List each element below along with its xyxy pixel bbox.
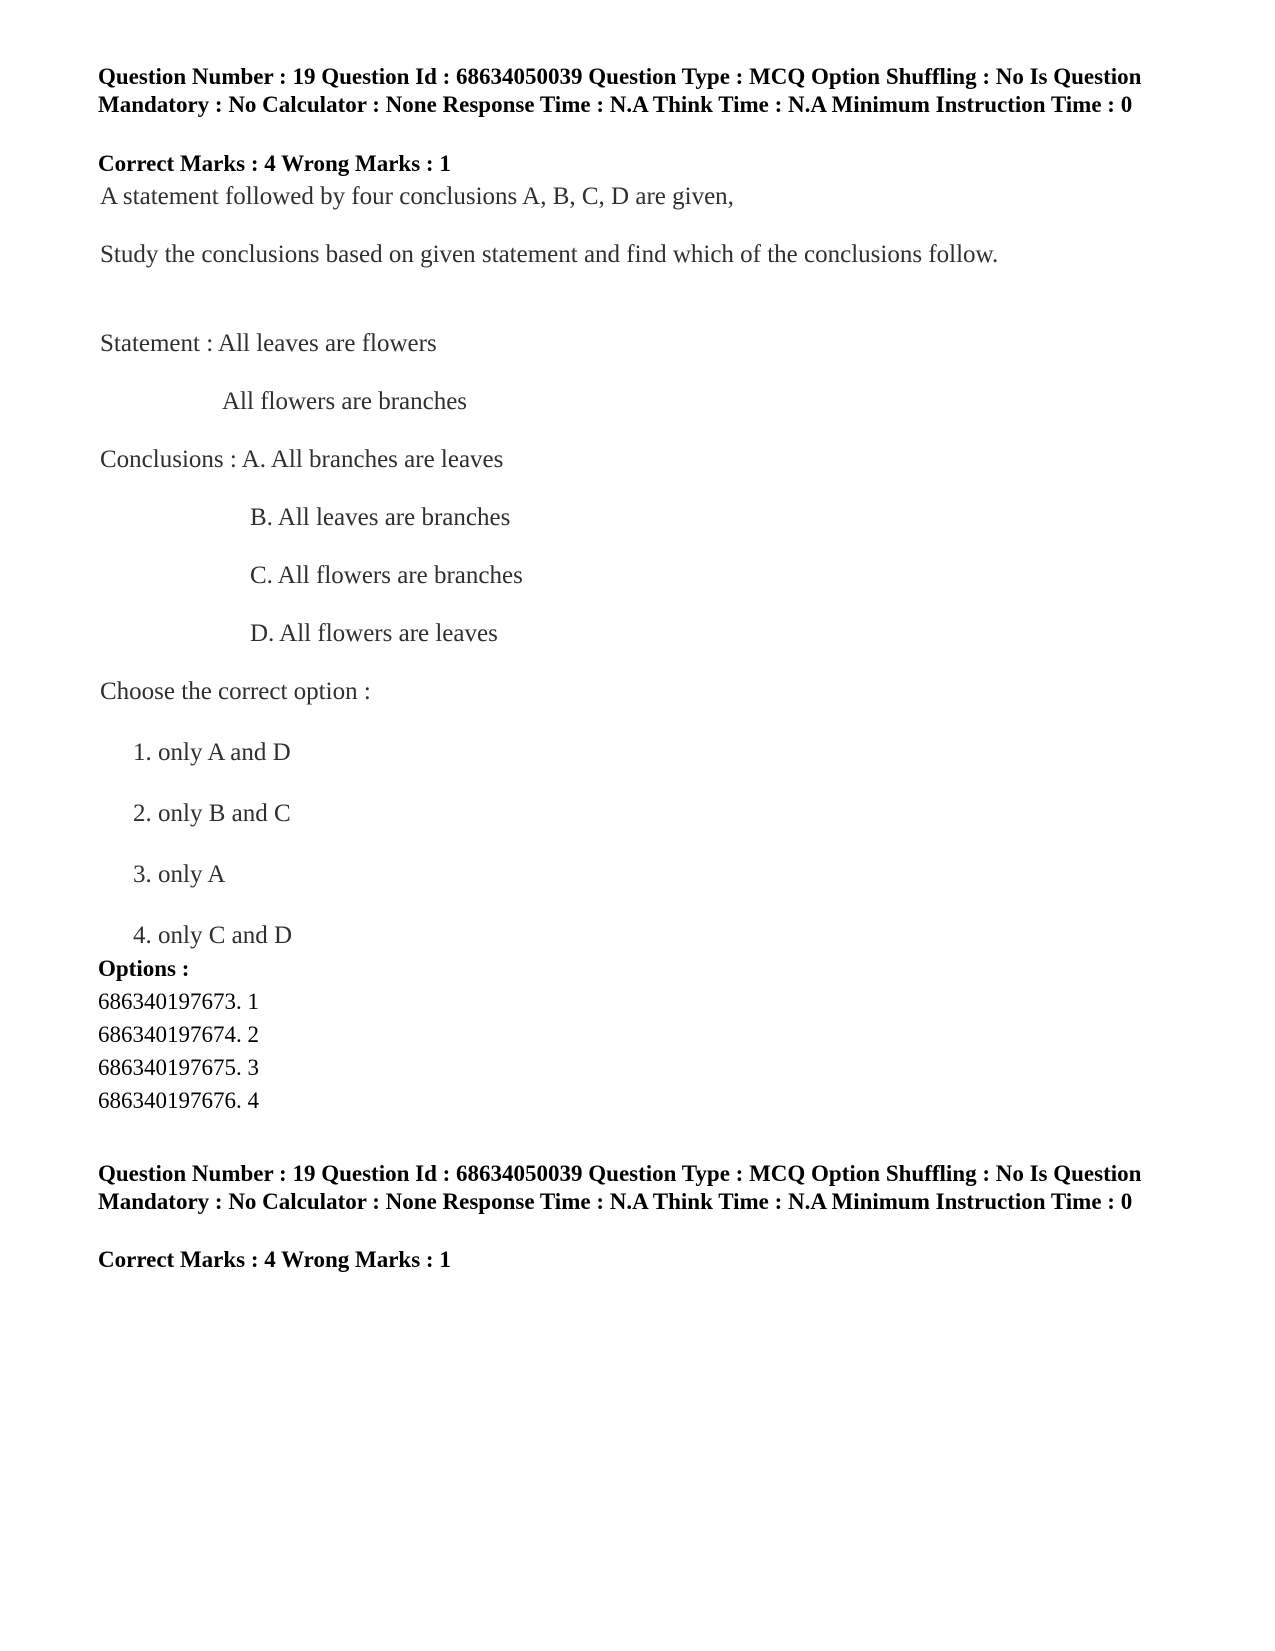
question-header: Question Number : 19 Question Id : 68634050039 Question Type : MCQ Option Shuffling : No Is Question Mandatory : No Calculator : None Response Time : N.A Think Time : N.A Minimum Instruction Time : 0	[98, 64, 1142, 117]
option-row-1: 686340197673. 1	[98, 989, 259, 1014]
statement-line-2: All flowers are branches	[222, 388, 468, 415]
option-row-2: 686340197674. 2	[98, 1022, 259, 1047]
option-row-4: 686340197676. 4	[98, 1088, 259, 1113]
choose-prompt: Choose the correct option :	[100, 678, 371, 705]
choice-3: 3. only A	[133, 861, 226, 888]
question-instruction: Study the conclusions based on given statement and find which of the conclusions follow.	[100, 241, 999, 268]
choice-1: 1. only A and D	[133, 739, 291, 766]
options-label: Options :	[98, 956, 190, 981]
option-row-3: 686340197675. 3	[98, 1055, 259, 1080]
choice-4: 4. only C and D	[133, 922, 293, 949]
next-question-header: Question Number : 19 Question Id : 68634050039 Question Type : MCQ Option Shuffling : No Is Question Mandatory : No Calculator : None Response Time : N.A Think Time : N.A Minimum Instruction Time : 0	[98, 1161, 1142, 1214]
next-marks-line: Correct Marks : 4 Wrong Marks : 1	[98, 1247, 451, 1272]
question-intro: A statement followed by four conclusions A, B, C, D are given,	[100, 183, 734, 210]
conclusion-a: Conclusions : A. All branches are leaves	[100, 446, 504, 473]
choice-2: 2. only B and C	[133, 800, 291, 827]
statement-line-1: Statement : All leaves are flowers	[100, 330, 437, 357]
conclusion-c: C. All flowers are branches	[250, 562, 523, 589]
conclusion-d: D. All flowers are leaves	[250, 620, 498, 647]
conclusion-b: B. All leaves are branches	[250, 504, 511, 531]
marks-line: Correct Marks : 4 Wrong Marks : 1	[98, 151, 451, 176]
